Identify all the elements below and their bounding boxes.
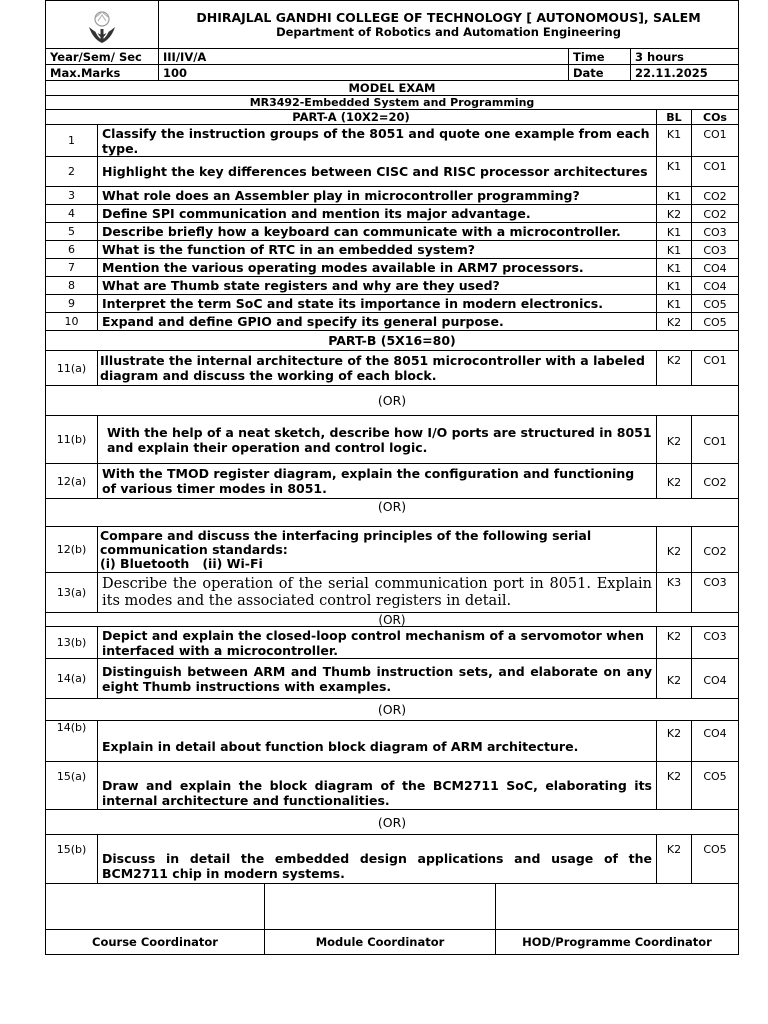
header-table [45, 0, 739, 110]
time-label: Time [569, 49, 631, 65]
bloom-level: K2 [657, 351, 692, 386]
question-row [46, 277, 739, 295]
question-number: 15(b) [46, 835, 98, 884]
course-outcome: CO2 [692, 527, 739, 573]
question-row [46, 762, 739, 810]
subject-title: MR3492-Embedded System and Programming [46, 96, 739, 110]
year-value: III/IV/A [159, 49, 569, 65]
question-number: 3 [46, 187, 98, 205]
marks-label: Max.Marks [46, 65, 159, 81]
course-outcome: CO3 [692, 627, 739, 659]
bloom-level: K2 [657, 527, 692, 573]
question-text: Describe briefly how a keyboard can communicate with a microcontroller. [98, 223, 657, 241]
bloom-level: K1 [657, 187, 692, 205]
question-row [46, 721, 739, 762]
question-text: Discuss in detail the embedded design applications and usage of the BCM2711 chip in modern systems. [98, 835, 657, 884]
question-row [46, 157, 739, 187]
course-outcome: CO5 [692, 762, 739, 810]
question-row [46, 259, 739, 277]
course-outcome: CO3 [692, 223, 739, 241]
question-text: With the help of a neat sketch, describe how I/O ports are structured in 8051 and explain their operation and control logic. [98, 416, 657, 464]
question-text: Highlight the key differences between CISC and RISC processor architectures [98, 157, 657, 187]
question-number: 8 [46, 277, 98, 295]
question-text: Compare and discuss the interfacing principles of the following serial communication standards: [100, 527, 592, 557]
question-row [46, 659, 739, 699]
year-label: Year/Sem/ Sec [46, 49, 159, 65]
course-outcome: CO2 [692, 464, 739, 499]
hod-signature-space [496, 884, 739, 930]
course-coordinator-signature-space [46, 884, 265, 930]
bloom-level: K2 [657, 835, 692, 884]
question-text: Draw and explain the block diagram of the BCM2711 SoC, elaborating its internal architecture and functionalities. [98, 762, 657, 810]
bloom-level: K1 [657, 157, 692, 187]
course-outcome: CO1 [692, 157, 739, 187]
question-row [46, 464, 739, 499]
bloom-level: K1 [657, 125, 692, 157]
question-number: 12(a) [46, 464, 98, 499]
course-outcome: CO5 [692, 835, 739, 884]
question-row [46, 241, 739, 259]
course-outcome: CO1 [692, 416, 739, 464]
question-number: 5 [46, 223, 98, 241]
course-outcome: CO5 [692, 295, 739, 313]
question-number: 2 [46, 157, 98, 187]
or-separator: (OR) [46, 386, 739, 416]
question-text: Define SPI communication and mention its major advantage. [98, 205, 657, 223]
course-coordinator-label: Course Coordinator [46, 930, 265, 955]
question-row [46, 313, 739, 331]
course-outcome: CO5 [692, 313, 739, 331]
course-outcome: CO1 [692, 351, 739, 386]
question-text: With the TMOD register diagram, explain the configuration and functioning of various timer modes in 8051. [98, 464, 657, 499]
course-outcome: CO2 [692, 187, 739, 205]
question-text: What are Thumb state registers and why are they used? [98, 277, 657, 295]
question-text: Describe the operation of the serial communication port in 8051. Explain its modes and the associated control registers in detail. [98, 573, 657, 613]
bloom-level: K2 [657, 627, 692, 659]
date-label: Date [569, 65, 631, 81]
or-separator: (OR) [46, 499, 739, 527]
question-row [46, 835, 739, 884]
exam-title: MODEL EXAM [46, 81, 739, 96]
college-logo [46, 1, 159, 49]
college-emblem-icon [84, 9, 120, 47]
question-row [46, 573, 739, 613]
bl-header: BL [657, 110, 692, 125]
part-b-title: PART-B (5X16=80) [46, 331, 739, 351]
bloom-level: K2 [657, 659, 692, 699]
question-text: Depict and explain the closed-loop control mechanism of a servomotor when interfaced with a microcontroller. [98, 627, 657, 659]
question-row [46, 187, 739, 205]
course-outcome: CO4 [692, 659, 739, 699]
question-text: Illustrate the internal architecture of the 8051 microcontroller with a labeled diagram and discuss the working of each block. [98, 351, 657, 386]
question-number: 6 [46, 241, 98, 259]
question-number: 15(a) [46, 762, 98, 810]
signature-table [45, 883, 739, 955]
course-outcome: CO3 [692, 241, 739, 259]
question-text: Expand and define GPIO and specify its general purpose. [98, 313, 657, 331]
marks-value: 100 [159, 65, 569, 81]
question-number: 14(a) [46, 659, 98, 699]
bloom-level: K1 [657, 295, 692, 313]
module-coordinator-label: Module Coordinator [265, 930, 496, 955]
question-number: 14(b) [46, 721, 98, 762]
question-row [46, 416, 739, 464]
question-number: 11(b) [46, 416, 98, 464]
question-row [46, 627, 739, 659]
question-number: 9 [46, 295, 98, 313]
question-text: What role does an Assembler play in microcontroller programming? [98, 187, 657, 205]
bloom-level: K2 [657, 464, 692, 499]
bloom-level: K1 [657, 277, 692, 295]
bloom-level: K3 [657, 573, 692, 613]
question-row [46, 351, 739, 386]
question-text: Explain in detail about function block diagram of ARM architecture. [98, 721, 657, 762]
question-text: Distinguish between ARM and Thumb instruction sets, and elaborate on any eight Thumb instructions with examples. [98, 659, 657, 699]
bloom-level: K2 [657, 762, 692, 810]
co-header: COs [692, 110, 739, 125]
course-outcome: CO4 [692, 277, 739, 295]
question-row [46, 295, 739, 313]
college-name: DHIRAJLAL GANDHI COLLEGE OF TECHNOLOGY [ AUTONOMOUS], SALEM [196, 9, 701, 25]
or-separator: (OR) [46, 699, 739, 721]
course-outcome: CO2 [692, 205, 739, 223]
question-number: 13(a) [46, 573, 98, 613]
question-paper [45, 0, 738, 955]
bloom-level: K2 [657, 416, 692, 464]
date-value: 22.11.2025 [631, 65, 739, 81]
question-row [46, 527, 739, 573]
question-text: Mention the various operating modes available in ARM7 processors. [98, 259, 657, 277]
question-subitems: (i) Bluetooth (ii) Wi-Fi [100, 555, 263, 571]
part-a-title: PART-A (10X2=20) [46, 110, 657, 125]
question-number: 1 [46, 125, 98, 157]
bloom-level: K2 [657, 721, 692, 762]
time-value: 3 hours [631, 49, 739, 65]
question-number: 11(a) [46, 351, 98, 386]
question-text: What is the function of RTC in an embedded system? [98, 241, 657, 259]
question-number: 4 [46, 205, 98, 223]
question-text: Classify the instruction groups of the 8051 and quote one example from each type. [98, 125, 657, 157]
bloom-level: K1 [657, 241, 692, 259]
question-row [46, 223, 739, 241]
question-number: 7 [46, 259, 98, 277]
department-name: Department of Robotics and Automation Engineering [276, 24, 621, 39]
bloom-level: K1 [657, 259, 692, 277]
hod-label: HOD/Programme Coordinator [496, 930, 739, 955]
bloom-level: K2 [657, 313, 692, 331]
question-number: 13(b) [46, 627, 98, 659]
course-outcome: CO4 [692, 259, 739, 277]
bloom-level: K1 [657, 223, 692, 241]
or-separator: (OR) [46, 613, 739, 627]
course-outcome: CO4 [692, 721, 739, 762]
course-outcome: CO3 [692, 573, 739, 613]
course-outcome: CO1 [692, 125, 739, 157]
question-text: Interpret the term SoC and state its importance in modern electronics. [98, 295, 657, 313]
module-coordinator-signature-space [265, 884, 496, 930]
question-number: 12(b) [46, 527, 98, 573]
question-row [46, 205, 739, 223]
question-row [46, 125, 739, 157]
question-number: 10 [46, 313, 98, 331]
questions-table [45, 109, 739, 884]
or-separator: (OR) [46, 810, 739, 835]
bloom-level: K2 [657, 205, 692, 223]
